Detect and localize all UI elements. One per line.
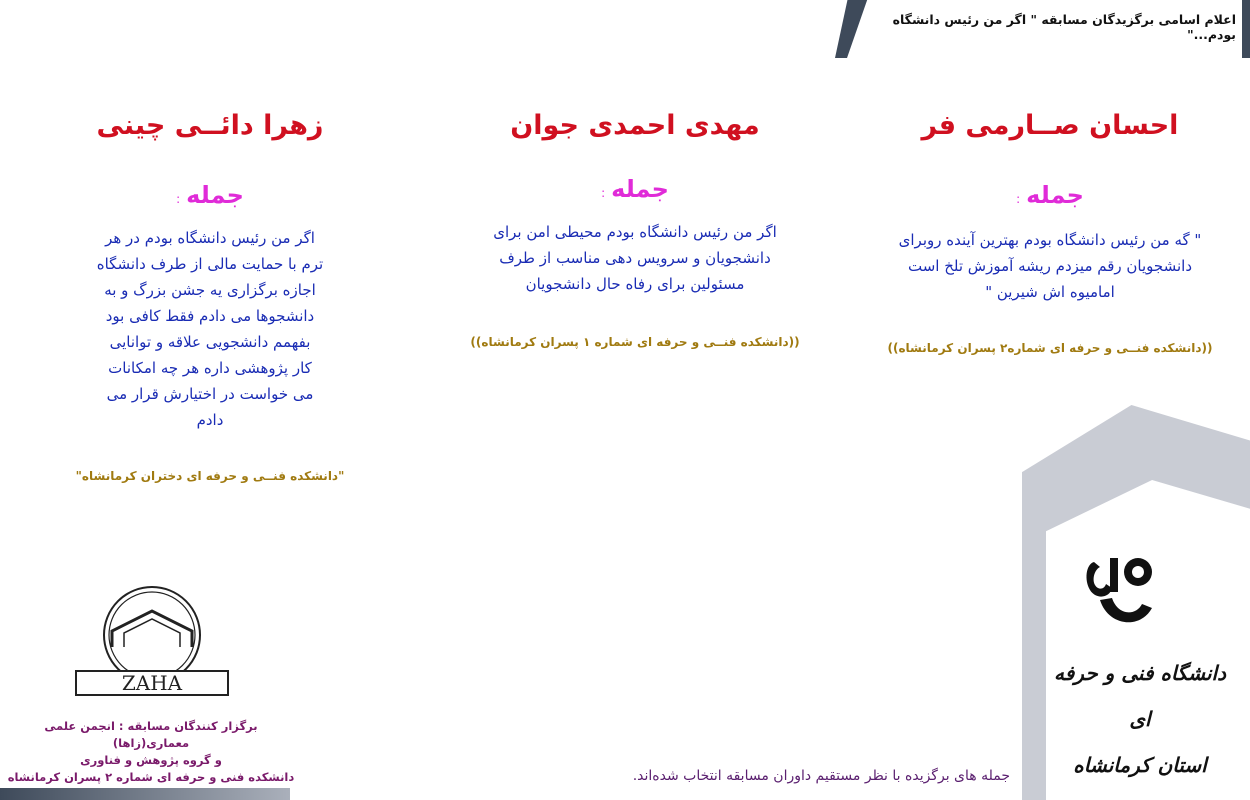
quote-line: می خواست در اختیارش قرار می <box>106 385 314 403</box>
quote-colon: : <box>176 192 181 206</box>
university-name <box>1040 650 1240 788</box>
quote-colon: : <box>1016 192 1021 206</box>
quote-label: جمله <box>1026 181 1084 209</box>
quote-label-row <box>870 181 1230 209</box>
page-title: اعلام اسامی برگزیدگان مسابقه " اگر من رئیس دانشگاه بودم..." <box>892 12 1236 42</box>
quote-line: دانشجویان و سرویس دهی مناسب از طرف <box>499 249 771 267</box>
quote-line: بفهمم دانشجویی علاقه و توانایی <box>109 333 311 351</box>
quote-line: " گه من رئیس دانشگاه بودم بهترین آینده روبرای <box>898 231 1202 249</box>
quote-label: جمله <box>186 181 244 209</box>
quote-line: مسئولین برای رفاه حال دانشجویان <box>525 275 745 293</box>
winner-name: احسان صــارمی فر <box>921 110 1179 141</box>
footer-note: جمله های برگزیده با نظر مستقیم داوران مسابقه انتخاب شده‌اند. <box>632 768 1010 784</box>
quote-colon: : <box>601 186 606 200</box>
organizers-info <box>6 718 296 786</box>
winner-card-1 <box>870 110 1230 355</box>
winner-name: زهرا دائــی چینی <box>96 110 324 141</box>
quote-line: امامیوه اش شیرین " <box>985 283 1115 301</box>
winner-card-2 <box>455 110 815 349</box>
winner-quote <box>455 219 815 297</box>
quote-label: جمله <box>611 175 669 203</box>
quote-line: دانشجویان رقم میزدم ریشه آموزش تلخ است <box>907 257 1193 275</box>
winner-school: ((دانشکده فنــی و حرفه ای شماره۲ پسران کرمانشاه)) <box>887 341 1213 355</box>
header-strip <box>1242 0 1250 58</box>
quote-line: اجازه برگزاری یه جشن بزرگ و به <box>104 281 316 299</box>
quote-line: اگر من رئیس دانشگاه بودم در هر <box>105 229 315 247</box>
quote-line: دانشجوها می دادم فقط کافی بود <box>105 307 315 325</box>
winner-name: مهدی احمدی جوان <box>510 110 760 141</box>
winner-school: "دانشکده فنــی و حرفه ای دختران کرمانشاه" <box>75 469 345 483</box>
zaha-logo-icon <box>72 585 232 700</box>
winner-quote <box>60 225 360 433</box>
organizers-line: دانشکده فنی و حرفه ای شماره ۲ پسران کرمانشاه <box>7 770 295 784</box>
quote-label-row <box>60 181 360 209</box>
organizers-line: برگزار کنندگان مسابقه : انجمن علمی معماری(زاها) <box>44 719 258 750</box>
zaha-logo-text: ZAHA <box>121 671 183 695</box>
quote-line: اگر من رئیس دانشگاه بودم محیطی امن برای <box>493 223 777 241</box>
quote-line: کار پژوهشی داره هر چه امکانات <box>108 359 312 377</box>
bottom-band <box>0 788 290 800</box>
quote-label-row <box>455 175 815 203</box>
university-name-line: استان کرمانشاه <box>1073 753 1207 777</box>
winner-quote <box>870 227 1230 305</box>
winner-school: ((دانشکده فنــی و حرفه ای شماره ۱ پسران کرمانشاه)) <box>470 335 800 349</box>
organizers-line: و گروه پژوهش و فناوری <box>80 753 222 767</box>
quote-line: ترم با حمایت مالی از طرف دانشگاه <box>96 255 324 273</box>
university-logo-icon <box>1080 550 1160 630</box>
university-name-line: دانشگاه فنی و حرفه ای <box>1054 661 1226 731</box>
winner-card-3 <box>60 110 360 483</box>
quote-line: دادم <box>196 411 224 429</box>
